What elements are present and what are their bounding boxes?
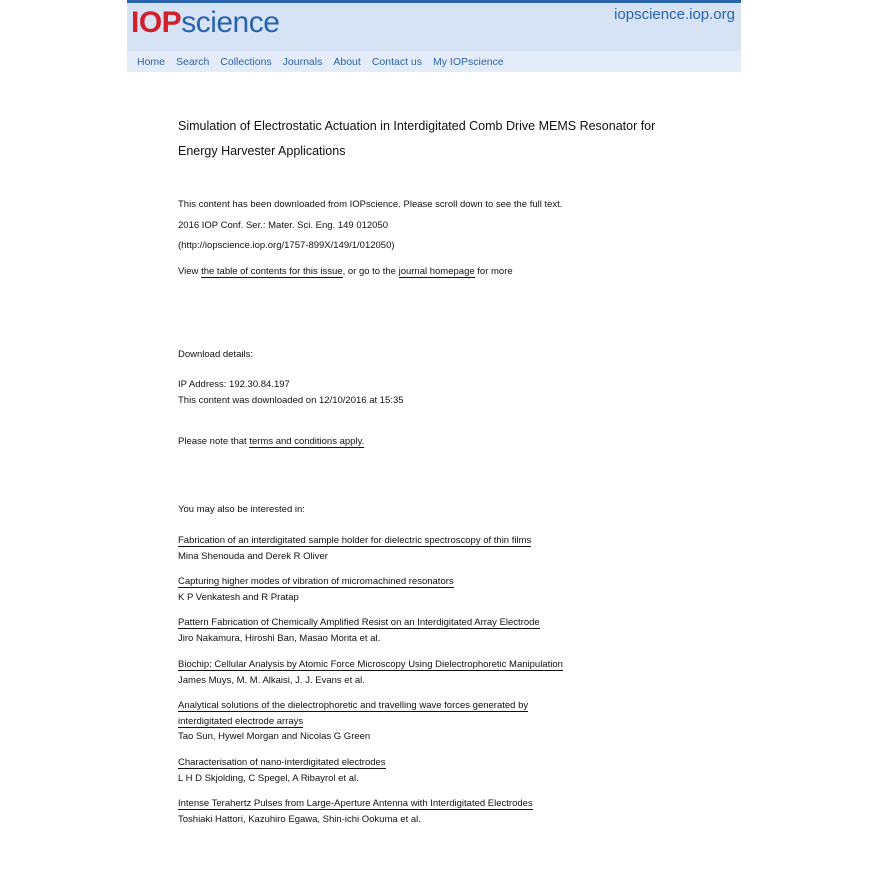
related-item	[178, 796, 533, 827]
view-more-line	[178, 265, 513, 279]
related-item-title[interactable]: Capturing higher modes of vibration of micromachined resonators	[178, 576, 454, 587]
related-item-authors: Toshiaki Hattori, Kazuhiro Egawa, Shin-ichi Ookuma et al.	[178, 813, 421, 825]
nav-journals[interactable]: Journals	[282, 55, 323, 68]
related-item-title[interactable]: Intense Terahertz Pulses from Large-Aperture Antenna with Interdigitated Electrodes	[178, 798, 533, 809]
citation: 2016 IOP Conf. Ser.: Mater. Sci. Eng. 149 012050	[178, 220, 389, 231]
related-item-authors: L H D Skjolding, C Spegel, A Ribayrol et al.	[178, 772, 359, 784]
related-item-title[interactable]: Pattern Fabrication of Chemically Amplified Resist on an Interdigitated Array Electrode	[178, 617, 540, 628]
related-item	[178, 698, 528, 745]
toc-link[interactable]: the table of contents for this issue	[201, 266, 343, 277]
related-item-authors: Mina Shenouda and Derek R Oliver	[178, 550, 328, 562]
related-item-title[interactable]: Fabrication of an interdigitated sample holder for dielectric spectroscopy of thin films	[178, 535, 532, 546]
nav-home[interactable]: Home	[137, 55, 166, 68]
doi-url: (http://iopscience.iop.org/1757-899X/149/1/012050)	[178, 240, 395, 251]
download-details-heading: Download details:	[178, 349, 253, 360]
terms-line	[178, 435, 364, 449]
nav-contact-us[interactable]: Contact us	[371, 55, 423, 68]
view-prefix: View	[178, 266, 202, 277]
nav-about[interactable]: About	[333, 55, 361, 68]
related-item	[178, 533, 531, 564]
article-title: Simulation of Electrostatic Actuation in Interdigitated Comb Drive MEMS Resonator for Energy Harvester Applications	[178, 119, 656, 158]
nav-search[interactable]: Search	[176, 55, 210, 68]
related-item-authors: Tao Sun, Hywel Morgan and Nicolas G Green	[178, 731, 371, 742]
main-nav	[127, 51, 741, 72]
journal-homepage-link[interactable]: journal homepage	[398, 266, 475, 277]
nav-my-iopscience[interactable]: My IOPscience	[433, 55, 504, 68]
related-item	[178, 755, 386, 786]
related-item-title[interactable]: Analytical solutions of the dielectrophoretic and travelling wave forces generated by	[178, 700, 529, 711]
related-item-authors: James Muys, M. M. Alkaisi, J. J. Evans et al.	[178, 674, 365, 686]
related-item	[178, 574, 454, 605]
related-item-title[interactable]: Biochip: Cellular Analysis by Atomic Force Microscopy Using Dielectrophoretic Manipulation	[178, 659, 563, 670]
ip-address: IP Address: 192.30.84.197	[178, 379, 290, 390]
iopscience-logo[interactable]	[131, 5, 279, 41]
related-item	[178, 657, 563, 688]
download-notice: This content has been downloaded from IOPscience. Please scroll down to see the full text.	[178, 199, 563, 210]
related-item	[178, 615, 540, 646]
terms-link[interactable]: terms and conditions apply.	[249, 436, 365, 447]
site-header	[127, 0, 741, 72]
nav-collections[interactable]: Collections	[220, 55, 272, 68]
related-item-authors: K P Venkatesh and R Pratap	[178, 591, 299, 603]
related-heading: You may also be interested in:	[178, 504, 305, 515]
view-middle: , or go to the	[342, 266, 399, 277]
logo-iop: IOP	[131, 6, 182, 39]
related-item-authors: Jiro Nakamura, Hiroshi Ban, Masao Morita et al.	[178, 632, 381, 644]
related-item-title-continued[interactable]: interdigitated electrode arrays	[178, 715, 304, 727]
terms-prefix: Please note that	[178, 436, 250, 447]
related-item-title[interactable]: Characterisation of nano-interdigitated electrodes	[178, 757, 386, 768]
view-suffix: for more	[474, 266, 513, 277]
logo-science: science	[181, 6, 280, 39]
site-url-link[interactable]: iopscience.iop.org	[614, 6, 735, 23]
download-date: This content was downloaded on 12/10/2016 at 15:35	[178, 395, 404, 406]
